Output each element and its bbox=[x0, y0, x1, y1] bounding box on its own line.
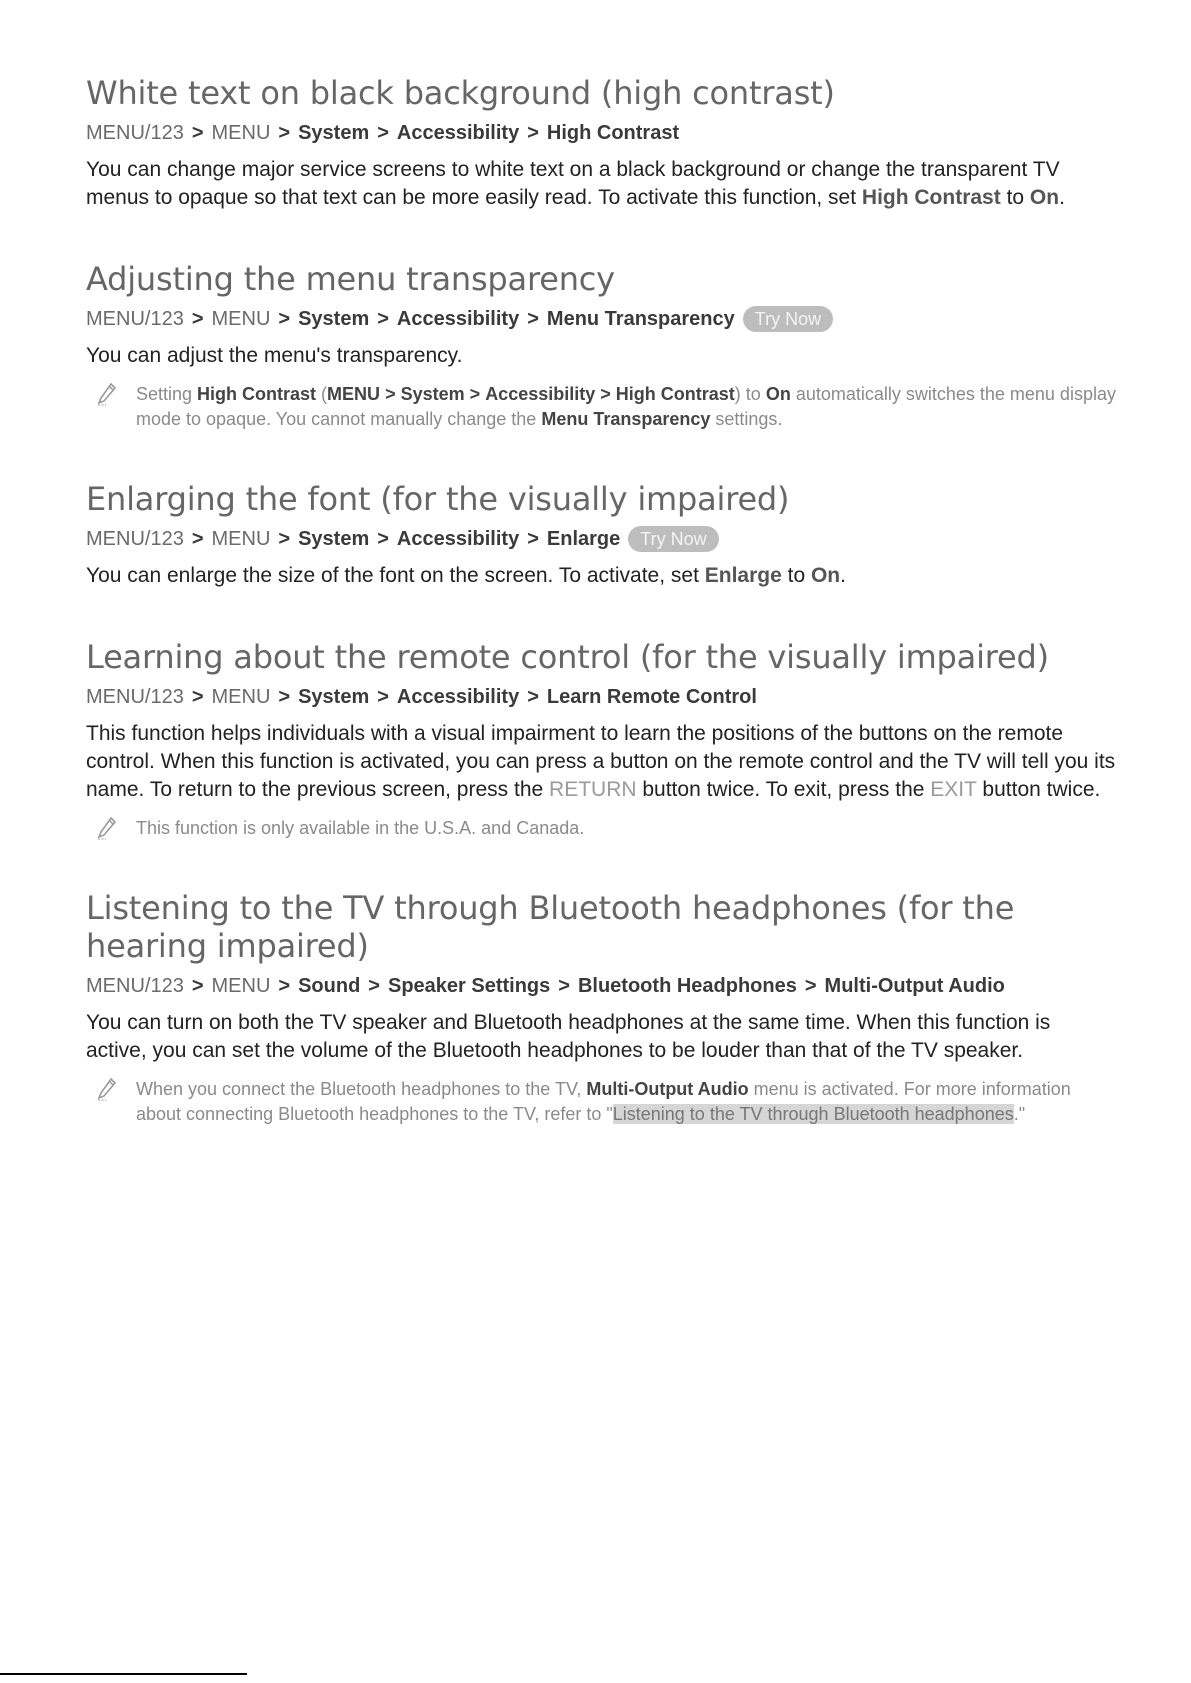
path-item-accessibility: Accessibility bbox=[396, 528, 520, 550]
body-text: to bbox=[1000, 186, 1030, 209]
path-item-learn-remote-control: Learn Remote Control bbox=[546, 686, 757, 708]
remote-button-name: RETURN bbox=[549, 778, 637, 801]
try-now-button[interactable]: Try Now bbox=[743, 306, 833, 332]
note-text: When you connect the Bluetooth headphones to the TV, bbox=[136, 1079, 587, 1099]
note bbox=[86, 1077, 1116, 1127]
note bbox=[86, 816, 1116, 841]
menu-path bbox=[86, 120, 1116, 146]
path-item-bluetooth-headphones: Bluetooth Headphones bbox=[577, 975, 797, 997]
path-item-menu: MENU bbox=[211, 308, 271, 330]
chevron-right-icon: > bbox=[191, 975, 204, 997]
chevron-right-icon: > bbox=[278, 686, 291, 708]
footer-rule bbox=[0, 1673, 247, 1675]
menu-path bbox=[86, 973, 1116, 999]
path-root: MENU/123 bbox=[86, 528, 184, 550]
setting-value: On bbox=[1029, 186, 1060, 209]
chevron-right-icon: > bbox=[527, 122, 539, 144]
manual-page bbox=[86, 74, 1116, 1175]
menu-path bbox=[86, 306, 1116, 332]
chevron-right-icon: > bbox=[191, 308, 204, 330]
path-item-accessibility: Accessibility bbox=[396, 122, 520, 144]
path-item-system: System bbox=[298, 528, 370, 550]
chevron-right-icon: > bbox=[377, 308, 389, 330]
path-item-menu-transparency: Menu Transparency bbox=[546, 308, 735, 330]
menu-path bbox=[86, 526, 1116, 552]
path-item-menu: MENU bbox=[211, 122, 271, 144]
pencil-note-icon bbox=[96, 1077, 118, 1101]
setting-value: On bbox=[810, 564, 841, 587]
chevron-right-icon: > bbox=[191, 528, 204, 550]
path-item-enlarge: Enlarge bbox=[546, 528, 621, 550]
path-item-accessibility: Accessibility bbox=[396, 308, 520, 330]
section-body bbox=[86, 720, 1116, 804]
chevron-right-icon: > bbox=[527, 528, 539, 550]
section-title: Learning about the remote control (for the visually impaired) bbox=[86, 638, 1049, 676]
chevron-right-icon: > bbox=[278, 975, 291, 997]
section-bluetooth-headphones bbox=[86, 889, 1116, 1127]
section-title: Enlarging the font (for the visually impaired) bbox=[86, 480, 790, 518]
note-text: Setting bbox=[136, 384, 198, 404]
chevron-right-icon: > bbox=[278, 122, 291, 144]
chevron-right-icon: > bbox=[377, 686, 389, 708]
note-setting: System bbox=[400, 384, 465, 404]
note-setting: Accessibility bbox=[485, 384, 596, 404]
section-title: White text on black background (high contrast) bbox=[86, 74, 835, 112]
chevron-right-icon: > bbox=[191, 686, 204, 708]
path-item-system: System bbox=[298, 308, 370, 330]
note-text: ." bbox=[1013, 1104, 1026, 1124]
chevron-right-icon: > bbox=[278, 528, 291, 550]
body-text: to bbox=[781, 564, 811, 587]
pencil-note-icon bbox=[96, 816, 118, 840]
chevron-right-icon: > bbox=[385, 384, 396, 404]
setting-name: High Contrast bbox=[861, 186, 1001, 209]
section-body: You can adjust the menu's transparency. bbox=[86, 344, 463, 367]
chevron-right-icon: > bbox=[804, 975, 817, 997]
note-text: ) to bbox=[734, 384, 766, 404]
menu-path bbox=[86, 684, 1116, 710]
path-root: MENU/123 bbox=[86, 122, 184, 144]
chevron-right-icon: > bbox=[469, 384, 481, 404]
body-text: This function helps individuals with a visual impairment to learn the positions of the buttons on the remote control. When this function is activated, you can press a button on the remote control and the TV will tell you its name. To return to the previous screen, press the bbox=[86, 722, 1116, 801]
body-text: You can change major service screens to white text on a black background or change the transparent TV menus to opaque so that text can be more easily read. To activate this function, set bbox=[86, 158, 1060, 209]
section-body: You can turn on both the TV speaker and Bluetooth headphones at the same time. When this function is active, you can set the volume of the Bluetooth headphones to be louder than that of the TV speaker. bbox=[86, 1011, 1051, 1062]
section-high-contrast bbox=[86, 74, 1116, 212]
note-text: settings. bbox=[710, 409, 783, 429]
note-setting: Multi-Output Audio bbox=[586, 1079, 749, 1099]
try-now-button[interactable]: Try Now bbox=[628, 526, 718, 552]
note-setting: MENU bbox=[327, 384, 381, 404]
chevron-right-icon: > bbox=[558, 975, 570, 997]
chevron-right-icon: > bbox=[600, 384, 611, 404]
body-text: . bbox=[1059, 186, 1065, 209]
chevron-right-icon: > bbox=[278, 308, 291, 330]
path-item-menu: MENU bbox=[211, 975, 271, 997]
path-item-sound: Sound bbox=[298, 975, 361, 997]
chevron-right-icon: > bbox=[191, 122, 204, 144]
path-item-high-contrast: High Contrast bbox=[546, 122, 680, 144]
chevron-right-icon: > bbox=[377, 122, 389, 144]
chevron-right-icon: > bbox=[377, 528, 389, 550]
path-item-menu: MENU bbox=[211, 686, 271, 708]
path-item-system: System bbox=[298, 122, 370, 144]
path-root: MENU/123 bbox=[86, 308, 184, 330]
note-text: menu is activated. For more information about connecting Bluetooth headphones to the TV, refer to " bbox=[136, 1079, 1071, 1124]
note-text: ( bbox=[316, 384, 328, 404]
section-body bbox=[86, 156, 1116, 212]
note-setting: High Contrast bbox=[615, 384, 735, 404]
path-item-speaker-settings: Speaker Settings bbox=[387, 975, 551, 997]
path-root: MENU/123 bbox=[86, 686, 184, 708]
body-text: You can enlarge the size of the font on the screen. To activate, set bbox=[86, 564, 705, 587]
body-text: button twice. To exit, press the bbox=[636, 778, 931, 801]
path-item-system: System bbox=[298, 686, 370, 708]
pencil-note-icon bbox=[96, 382, 118, 406]
note bbox=[86, 382, 1116, 432]
note-text: This function is only available in the U.S.A. and Canada. bbox=[136, 818, 585, 838]
path-item-menu: MENU bbox=[211, 528, 271, 550]
chevron-right-icon: > bbox=[527, 686, 539, 708]
remote-button-name: EXIT bbox=[930, 778, 977, 801]
path-root: MENU/123 bbox=[86, 975, 184, 997]
chevron-right-icon: > bbox=[527, 308, 539, 330]
body-text: . bbox=[840, 564, 846, 587]
note-setting: On bbox=[765, 384, 791, 404]
note-text: automatically switches the menu display mode to opaque. You cannot manually change the bbox=[136, 384, 1116, 429]
path-item-accessibility: Accessibility bbox=[396, 686, 520, 708]
section-title: Listening to the TV through Bluetooth headphones (for the hearing impaired) bbox=[86, 889, 1015, 965]
section-enlarge bbox=[86, 480, 1116, 590]
note-setting: High Contrast bbox=[197, 384, 317, 404]
section-menu-transparency bbox=[86, 260, 1116, 432]
section-body bbox=[86, 562, 1116, 590]
path-item-multi-output-audio: Multi-Output Audio bbox=[824, 975, 1005, 997]
cross-reference-link[interactable]: Listening to the TV through Bluetooth headphones bbox=[612, 1104, 1014, 1124]
section-learn-remote bbox=[86, 638, 1116, 841]
chevron-right-icon: > bbox=[368, 975, 380, 997]
body-text: button twice. bbox=[976, 778, 1101, 801]
setting-name: Enlarge bbox=[704, 564, 782, 587]
note-setting: Menu Transparency bbox=[541, 409, 711, 429]
section-title: Adjusting the menu transparency bbox=[86, 260, 615, 298]
